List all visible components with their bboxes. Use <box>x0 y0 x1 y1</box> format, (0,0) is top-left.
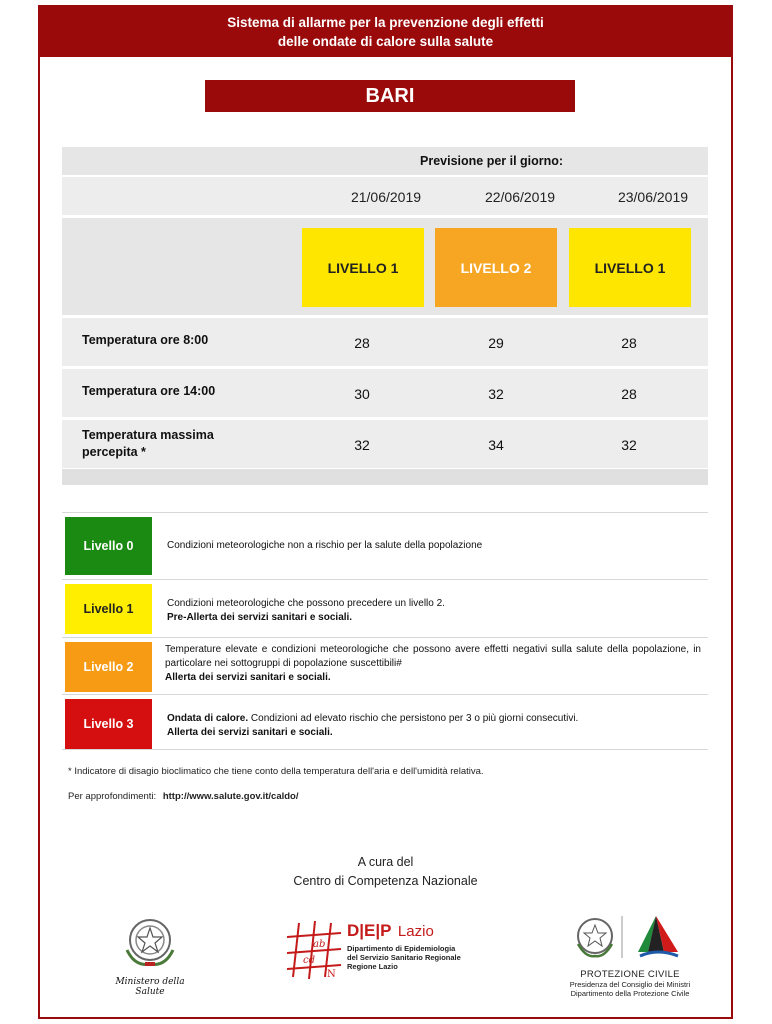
row-value: 28 <box>621 386 637 402</box>
svg-text:cd: cd <box>303 955 316 966</box>
forecast-heading: Previsione per il giorno: <box>420 154 564 168</box>
protezione-civile-emblem-icon <box>560 912 700 962</box>
legend-row-3 <box>62 694 708 750</box>
level-badge: LIVELLO 2 <box>435 228 557 307</box>
forecast-date: 21/06/2019 <box>350 189 422 205</box>
legend-row-0 <box>62 512 708 578</box>
row-value: 28 <box>621 335 637 351</box>
protezione-civile-logo <box>560 912 700 998</box>
more-info-label: Per approfondimenti: <box>68 791 157 802</box>
dep-text: Dipartimento di Epidemiologia <box>347 944 456 953</box>
row-value: 28 <box>354 335 370 351</box>
legend-text <box>165 643 701 685</box>
ministero-logo <box>105 912 195 997</box>
legend-lead: Ondata di calore. <box>167 713 249 724</box>
legend-action: Allerta dei servizi sanitari e sociali. <box>165 672 331 683</box>
credit-line-2: Centro di Competenza Nazionale <box>293 874 478 888</box>
more-info-link[interactable]: http://www.salute.gov.it/caldo/ <box>162 791 299 802</box>
dep-text: Regione Lazio <box>347 962 398 971</box>
pc-sub: Dipartimento della Protezione Civile <box>570 989 690 998</box>
ministero-name: Ministero della Salute <box>115 977 185 997</box>
legend-description: Condizioni ad elevato rischio che persistono per 3 o più giorni consecutivi. <box>250 713 579 724</box>
legend-action: Pre-Allerta dei servizi sanitari e sociali. <box>167 612 353 623</box>
forecast-row <box>62 369 708 417</box>
legend-row-2 <box>62 637 708 693</box>
level-badge: LIVELLO 1 <box>302 228 424 307</box>
row-value: 34 <box>488 437 504 453</box>
row-value: 30 <box>354 386 370 402</box>
legend-text <box>167 539 703 553</box>
legend-swatch: Livello 0 <box>65 517 152 575</box>
forecast-dates-row <box>62 177 708 215</box>
legend-swatch: Livello 2 <box>65 642 152 692</box>
legend-description: Temperature elevate e condizioni meteorologiche che possono avere effetti negativi sulla salute della popolazione, in particolare nei sottogruppi di popolazione suscettibili# <box>165 644 701 669</box>
footnote: * Indicatore di disagio bioclimatico che tiene conto della temperatura dell'aria e dell'umidità relativa. <box>68 766 484 777</box>
forecast-row <box>62 420 708 468</box>
city-title: BARI <box>205 80 575 112</box>
forecast-heading-row <box>62 147 708 175</box>
dep-brand: D|E|P <box>347 921 392 940</box>
dep-region: Lazio <box>397 923 434 940</box>
forecast-levels-row <box>62 218 708 315</box>
level-badge: LIVELLO 1 <box>569 228 691 307</box>
svg-text:N: N <box>327 969 336 980</box>
row-value: 32 <box>354 437 370 453</box>
forecast-date: 22/06/2019 <box>484 189 556 205</box>
row-label: Temperatura massima percepita * <box>82 428 214 459</box>
republic-emblem-icon <box>105 912 195 972</box>
forecast-footer-bar <box>62 469 708 485</box>
legend-swatch: Livello 3 <box>65 699 152 749</box>
header-line-1: Sistema di allarme per la prevenzione degli effetti <box>227 15 544 30</box>
forecast-date: 23/06/2019 <box>617 189 689 205</box>
dep-grid-icon <box>285 919 343 981</box>
pc-title: PROTEZIONE CIVILE <box>580 969 680 980</box>
legend-description: Condizioni meteorologiche non a rischio per la salute della popolazione <box>167 540 483 551</box>
bulletin-frame <box>38 5 733 1019</box>
svg-text:ab: ab <box>313 939 326 950</box>
header-line-2: delle ondate di calore sulla salute <box>277 34 494 49</box>
credit-line-1: A cura del <box>357 855 414 869</box>
row-value: 29 <box>488 335 504 351</box>
legend-text <box>167 712 703 740</box>
dep-text: del Servizio Sanitario Regionale <box>347 953 461 962</box>
more-info <box>68 791 299 802</box>
legend-text <box>167 597 703 625</box>
legend-row-1 <box>62 579 708 636</box>
row-label: Temperatura ore 14:00 <box>82 384 216 398</box>
row-label: Temperatura ore 8:00 <box>82 333 209 347</box>
legend-description: Condizioni meteorologiche che possono precedere un livello 2. <box>167 598 445 609</box>
legend-swatch: Livello 1 <box>65 584 152 634</box>
pc-sub: Presidenza del Consiglio dei Ministri <box>569 980 691 989</box>
forecast-row <box>62 318 708 366</box>
row-value: 32 <box>488 386 504 402</box>
dep-lazio-logo <box>285 919 485 989</box>
legend-action: Allerta dei servizi sanitari e sociali. <box>167 727 333 738</box>
row-value: 32 <box>621 437 637 453</box>
bulletin-header <box>40 7 731 57</box>
